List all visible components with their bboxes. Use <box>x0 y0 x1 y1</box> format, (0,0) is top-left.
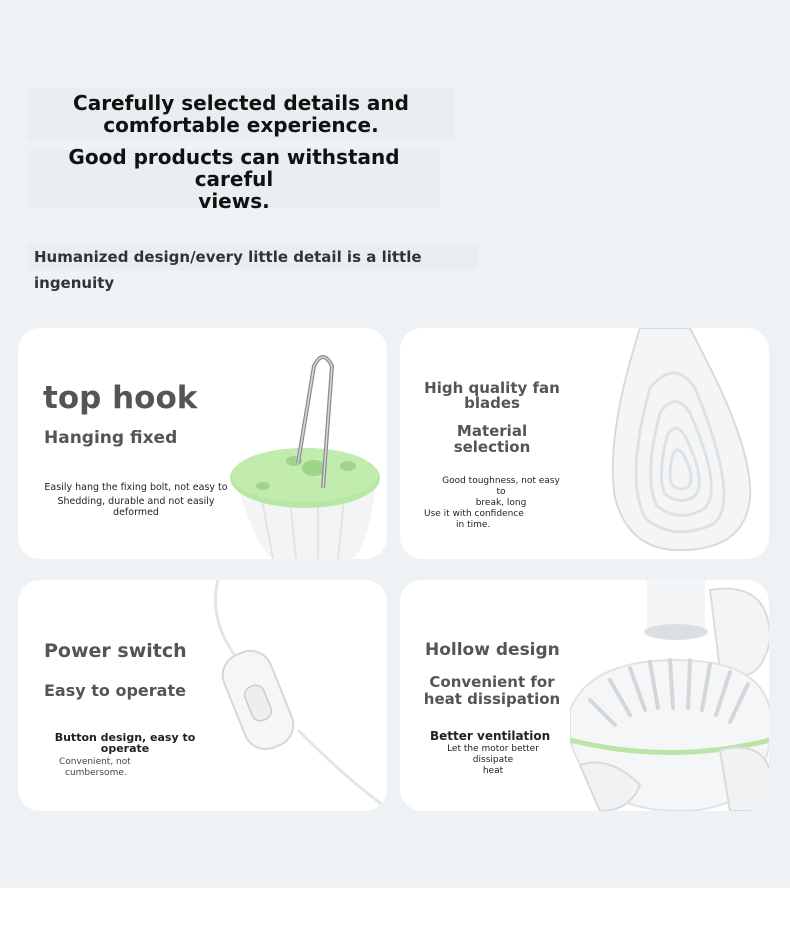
hollow-base-image <box>570 580 769 811</box>
fan-blade-image <box>605 328 765 559</box>
card-subtitle: Hanging fixed <box>44 428 178 448</box>
feature-card-hollow-design <box>400 580 769 811</box>
card-title: top hook <box>43 380 198 416</box>
headline-line-1: Carefully selected details and <box>73 91 409 115</box>
subheadline-line-2: views. <box>198 189 270 213</box>
card-title: Hollow design <box>425 640 560 660</box>
card-subtitle: Convenient for heat dissipation <box>423 673 561 708</box>
card-description: Easily hang the fixing bolt, not easy to Shedding, durable and not easily deformed <box>44 482 228 518</box>
card-title: High quality fan blades <box>424 379 560 412</box>
feature-card-top-hook <box>18 328 387 559</box>
power-switch-image <box>208 580 387 811</box>
card-description: Button design, easy to operate Convenient, not cumbersome. <box>54 731 196 778</box>
subheadline-box <box>28 145 440 213</box>
card-description: Good toughness, not easy to break, long Use it with confidence in time. <box>424 476 560 530</box>
headline-line-2: comfortable experience. <box>103 113 379 137</box>
card-subtitle: Material selection <box>453 422 531 456</box>
feature-card-power-switch <box>18 580 387 811</box>
feature-card-fan-blades <box>400 328 769 559</box>
hook-product-image <box>218 328 387 559</box>
card-subtitle: Easy to operate <box>44 681 186 700</box>
card-title: Power switch <box>44 640 187 662</box>
card-description: Better ventilation Let the motor better dissipate heat <box>430 729 551 776</box>
tagline: Humanized design/every little detail is a little ingenuity <box>28 244 478 270</box>
headline-box <box>28 88 454 140</box>
subheadline-line-1: Good products can withstand careful <box>68 145 400 191</box>
